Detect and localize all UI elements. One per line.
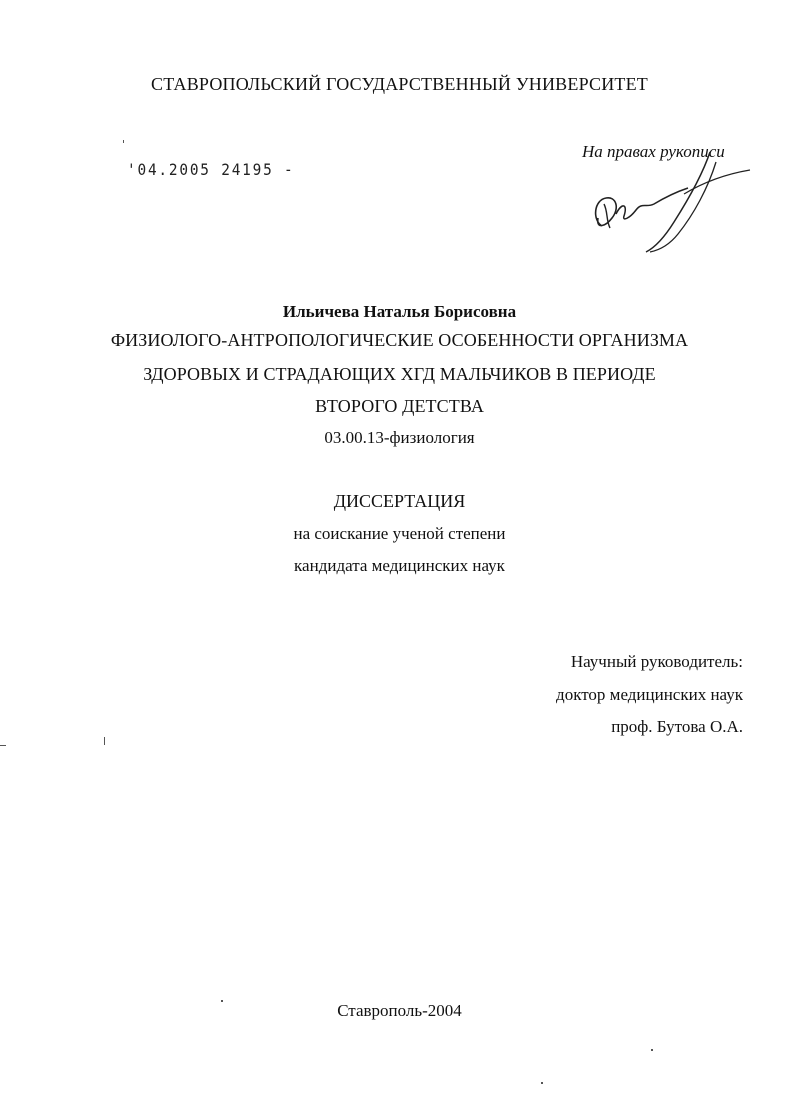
title-line-1: ФИЗИОЛОГО-АНТРОПОЛОГИЧЕСКИЕ ОСОБЕННОСТИ ОРГАНИЗМА (110, 330, 689, 350)
scan-speck (541, 1082, 543, 1084)
scan-speck (651, 1049, 653, 1051)
title-line-3: ВТОРОГО ДЕТСТВА (315, 396, 484, 416)
specialty-code: 03.00.13-физиология (324, 428, 475, 447)
degree-line-1: на соискание ученой степени (293, 524, 506, 543)
scan-speck (221, 1000, 223, 1002)
supervisor-name: проф. Бутова О.А. (611, 717, 743, 736)
degree-line-2: кандидата медицинских наук (294, 556, 505, 575)
manuscript-rights-label: На правах рукописи (582, 142, 725, 161)
supervisor-label: Научный руководитель: (570, 652, 743, 671)
city-year: Ставрополь-2004 (337, 1001, 462, 1020)
university-name: СТАВРОПОЛЬСКИЙ ГОСУДАРСТВЕННЫЙ УНИВЕРСИТЕТ (151, 74, 648, 94)
scan-speck (104, 737, 105, 745)
document-type: ДИССЕРТАЦИЯ (333, 491, 466, 511)
supervisor-degree: доктор медицинских наук (556, 685, 743, 704)
author-name: Ильичева Наталья Борисовна (282, 302, 517, 321)
registration-stamp: '04.2005 24195 - (127, 160, 295, 179)
handwritten-signature (584, 148, 754, 258)
scan-speck (123, 140, 124, 143)
scan-speck (0, 745, 6, 746)
title-line-2: ЗДОРОВЫХ И СТРАДАЮЩИХ ХГД МАЛЬЧИКОВ В ПЕРИОДЕ (143, 364, 656, 384)
